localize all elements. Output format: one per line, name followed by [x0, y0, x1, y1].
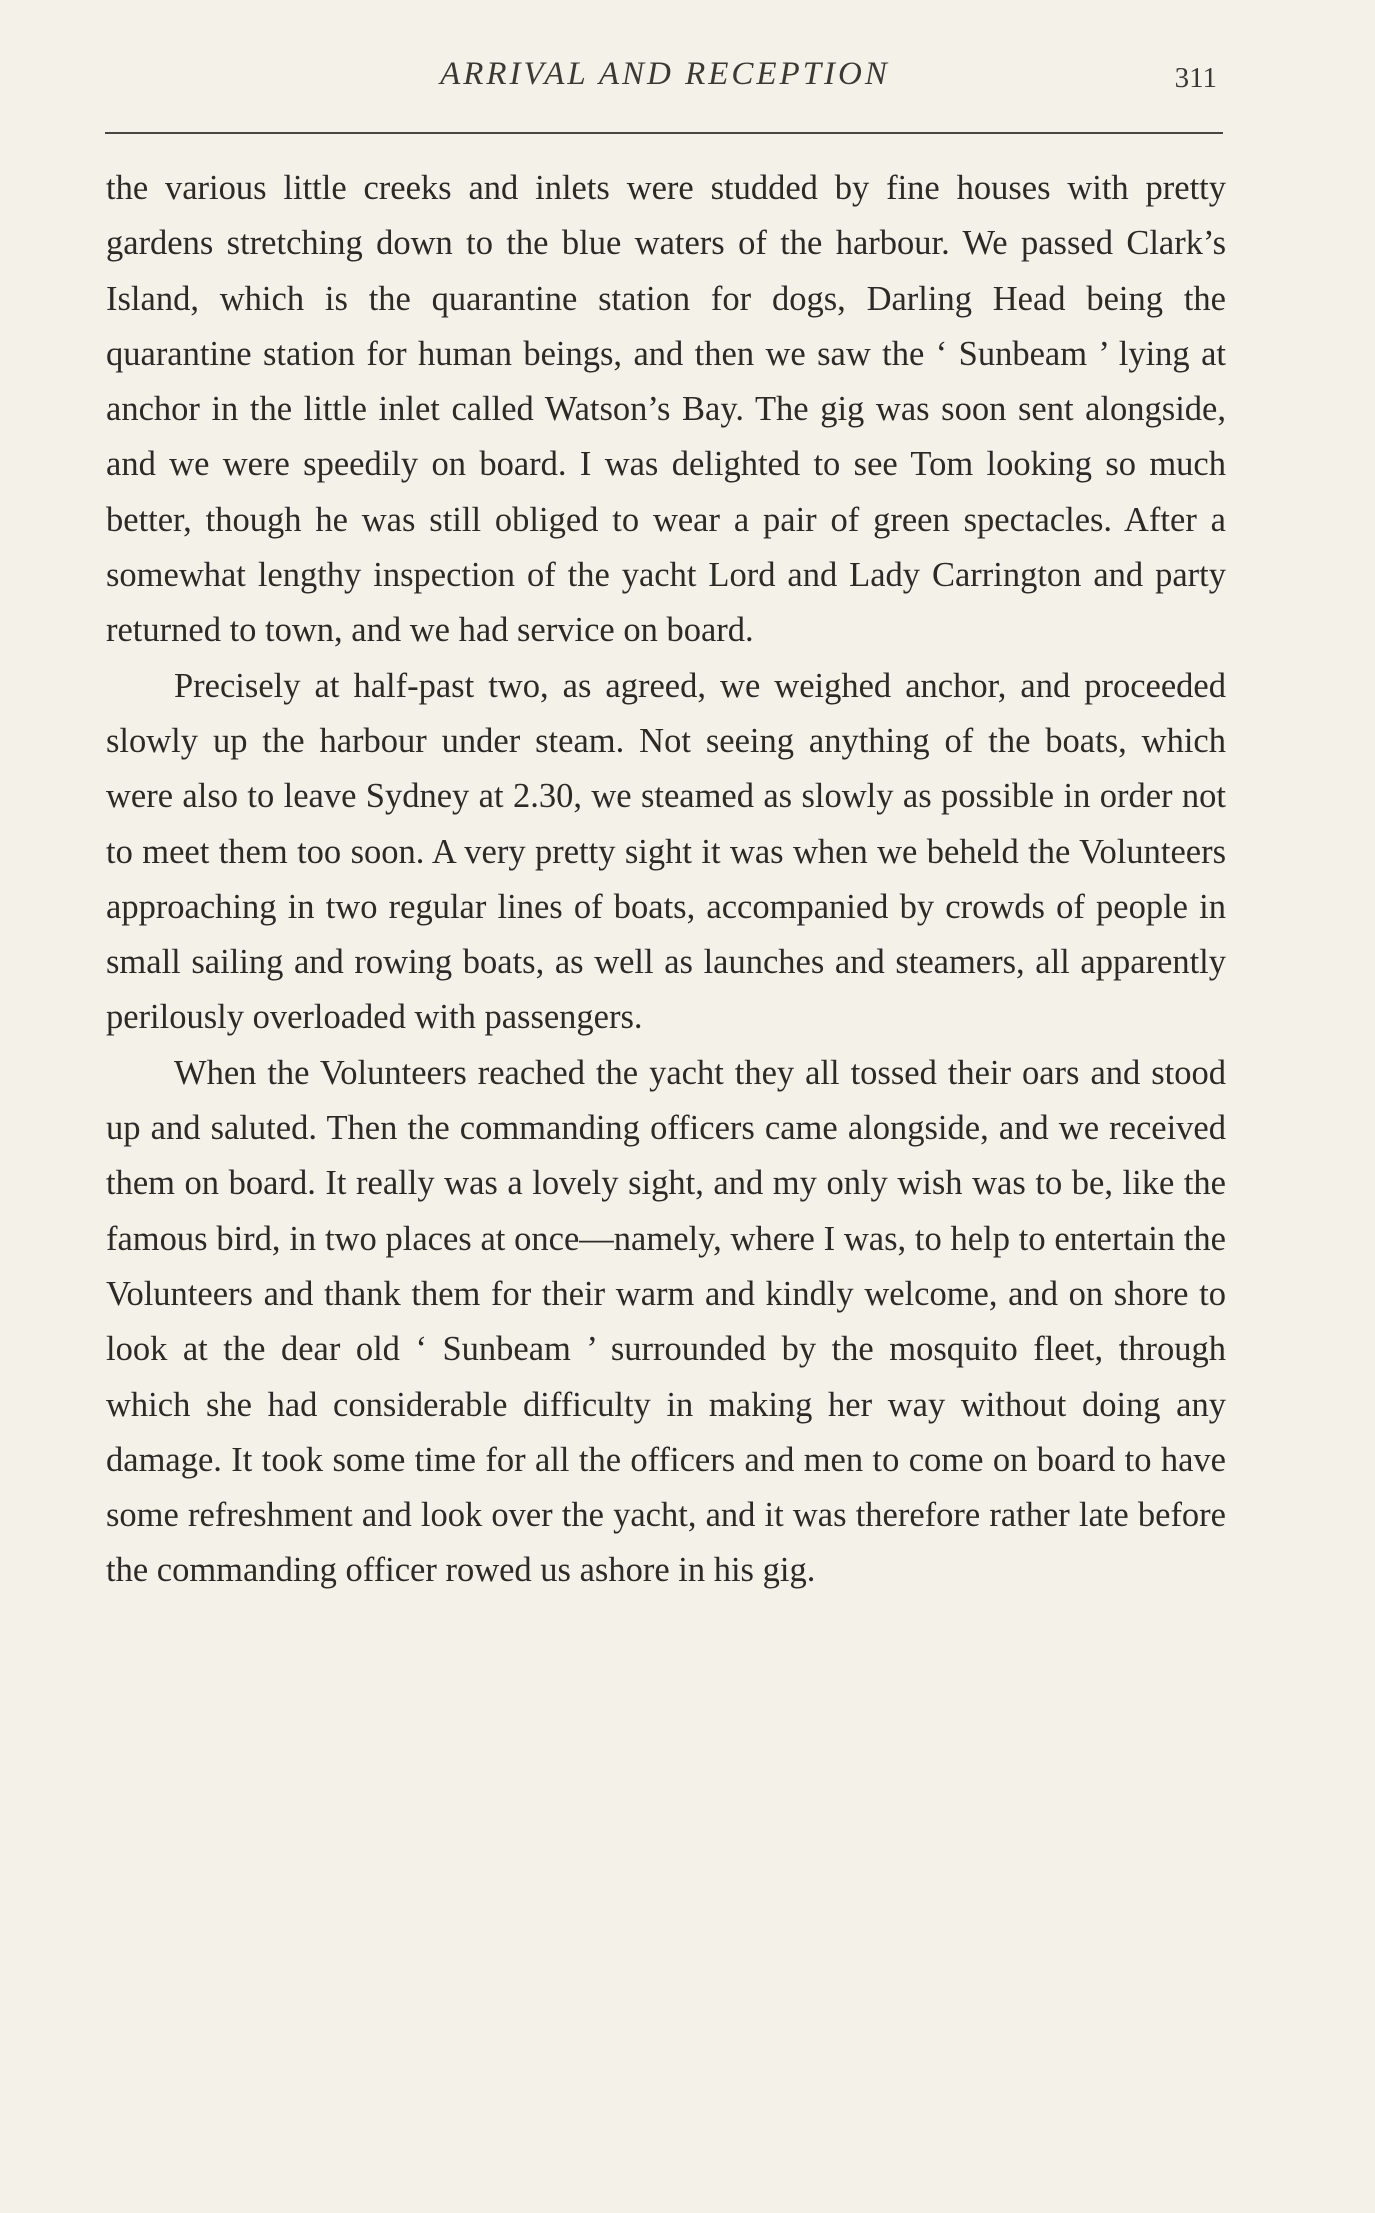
paragraph-2: Precisely at half-past two, as agreed, we weighed anchor, and proceeded slowly up the harbour under steam. Not seeing anything of the boats, which were also to leave Sydney at 2.30, we steamed as slowly as possible in order not to meet them too soon. A very pretty sight it was when we beheld the Volunteers approaching in two regular lines of boats, accompanied by crowds of people in small sailing and rowing boats, as well as launches and steamers, all apparently perilously overloaded with passengers.: [106, 666, 1226, 1037]
header-rule: [105, 132, 1223, 134]
paragraph-1: the various little creeks and inlets were studded by fine houses with pretty gardens stretching down to the blue waters of the harbour. We passed Clark’s Island, which is the quarantine station for dogs, Darling Head being the quarantine station for human beings, and then we saw the ‘ Sunbeam ’ lying at anchor in the little inlet called Watson’s Bay. The gig was soon sent alongside, and we were speedily on board. I was delighted to see Tom looking so much better, though he was still obliged to wear a pair of green spectacles. After a somewhat lengthy inspection of the yacht Lord and Lady Carrington and party returned to town, and we had service on board.: [106, 169, 1226, 650]
running-head: [105, 56, 1225, 116]
body-text: [106, 161, 1226, 1599]
paragraph-3: When the Volunteers reached the yacht they all tossed their oars and stood up and saluted. Then the commanding officers came alongside, and we received them on board. It really was a lovely sight, and my only wish was to be, like the famous bird, in two places at once—namely, where I was, to help to entertain the Volunteers and thank them for their warm and kindly welcome, and on shore to look at the dear old ‘ Sunbeam ’ surrounded by the mosquito fleet, through which she had considerable difficulty in making her way without doing any damage. It took some time for all the officers and men to come on board to have some refreshment and look over the yacht, and it was therefore rather late before the commanding officer rowed us ashore in his gig.: [106, 1053, 1226, 1590]
running-title: ARRIVAL AND RECEPTION: [440, 56, 890, 92]
page-number: 311: [1174, 62, 1217, 94]
